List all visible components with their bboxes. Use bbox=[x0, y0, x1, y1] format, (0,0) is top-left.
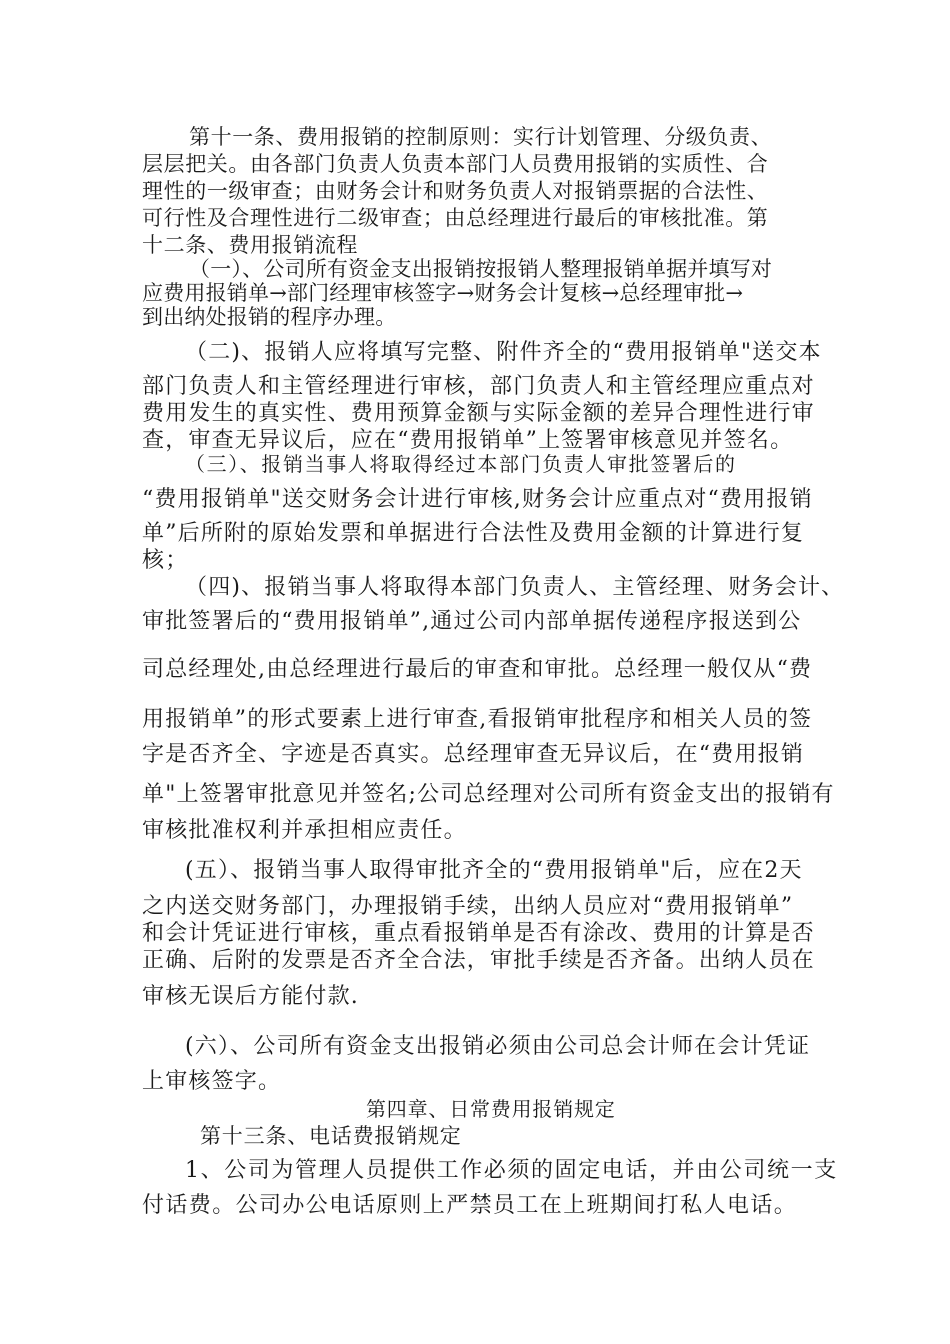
text-line: 应费用报销单→部门经理审核签字→财务会计复核→总经理审批→ bbox=[142, 281, 744, 305]
chapter-heading: 第四章、日常费用报销规定 bbox=[366, 1097, 616, 1121]
article-heading: 第十三条、电话费报销规定 bbox=[200, 1124, 462, 1148]
text-line: 司总经理处,由总经理进行最后的审查和审批。总经理一般仅从“费 bbox=[142, 657, 813, 682]
text-line: 单”后所附的原始发票和单据进行合法性及费用金额的计算进行复 bbox=[142, 521, 805, 546]
text-line: 审批签署后的“费用报销单”,通过公司内部单据传递程序报送到公 bbox=[142, 609, 802, 634]
text-line: 查，审查无异议后，应在“费用报销单”上签署审核意见并签名。 bbox=[142, 428, 794, 453]
text-line: 到出纳处报销的程序办理。 bbox=[142, 305, 397, 329]
text-line: 部门负责人和主管经理进行审核，部门负责人和主管经理应重点对 bbox=[142, 374, 815, 399]
text-line: （二)、报销人应将填写完整、附件齐全的“费用报销单"送交本 bbox=[185, 340, 822, 365]
text-line: 核； bbox=[142, 548, 189, 573]
text-line: 正确、后附的发票是否齐全合法，审批手续是否齐备。出纳人员在 bbox=[142, 948, 815, 973]
text-line: （三）、报销当事人将取得经过本部门负责人审批签署后的 bbox=[185, 452, 737, 476]
text-line: 第十一条、费用报销的控制原则：实行计划管理、分级负责、 bbox=[189, 125, 773, 149]
text-line: （四)、报销当事人将取得本部门负责人、主管经理、财务会计、 bbox=[185, 575, 845, 600]
text-line: 和会计凭证进行审核，重点看报销单是否有涂改、费用的计算是否 bbox=[142, 921, 815, 946]
text-line: 1、公司为管理人员提供工作必须的固定电话，并由公司统一支 bbox=[185, 1158, 838, 1183]
text-line: 审核无误后方能付款. bbox=[142, 984, 359, 1009]
text-line: 上审核签字。 bbox=[142, 1069, 282, 1094]
text-line: 之内送交财务部门，办理报销手续，出纳人员应对“费用报销单” bbox=[142, 894, 794, 919]
text-line: 用报销单”的形式要素上进行审查,看报销审批程序和相关人员的签 bbox=[142, 707, 813, 732]
text-line: 理性的一级审查；由财务会计和财务负责人对报销票据的合法性、 bbox=[142, 179, 769, 203]
text-line: “费用报销单"送交财务会计进行审核,财务会计应重点对“费用报销 bbox=[142, 487, 813, 512]
text-line: 费用发生的真实性、费用预算金额与实际金额的差异合理性进行审 bbox=[142, 401, 815, 426]
text-line: 层层把关。由各部门负责人负责本部门人员费用报销的实质性、合 bbox=[142, 152, 769, 176]
text-line: 字是否齐全、字迹是否真实。总经理审查无异议后，在“费用报销 bbox=[142, 742, 805, 767]
text-line: (五）、报销当事人取得审批齐全的“费用报销单"后，应在2天 bbox=[185, 858, 803, 883]
text-line: 十二条、费用报销流程 bbox=[142, 233, 358, 257]
text-line: 审核批准权利并承担相应责任。 bbox=[142, 818, 467, 843]
text-line: （一）、公司所有资金支出报销按报销人整理报销单据并填写对 bbox=[189, 257, 773, 281]
text-line: 单"上签署审批意见并签名;公司总经理对公司所有资金支出的报销有 bbox=[142, 782, 835, 807]
text-line: (六）、公司所有资金支出报销必须由公司总会计师在会计凭证 bbox=[185, 1034, 811, 1059]
text-line: 付话费。公司办公电话原则上严禁员工在上班期间打私人电话。 bbox=[142, 1193, 798, 1218]
text-line: 可行性及合理性进行二级审查；由总经理进行最后的审核批准。第 bbox=[142, 206, 769, 230]
